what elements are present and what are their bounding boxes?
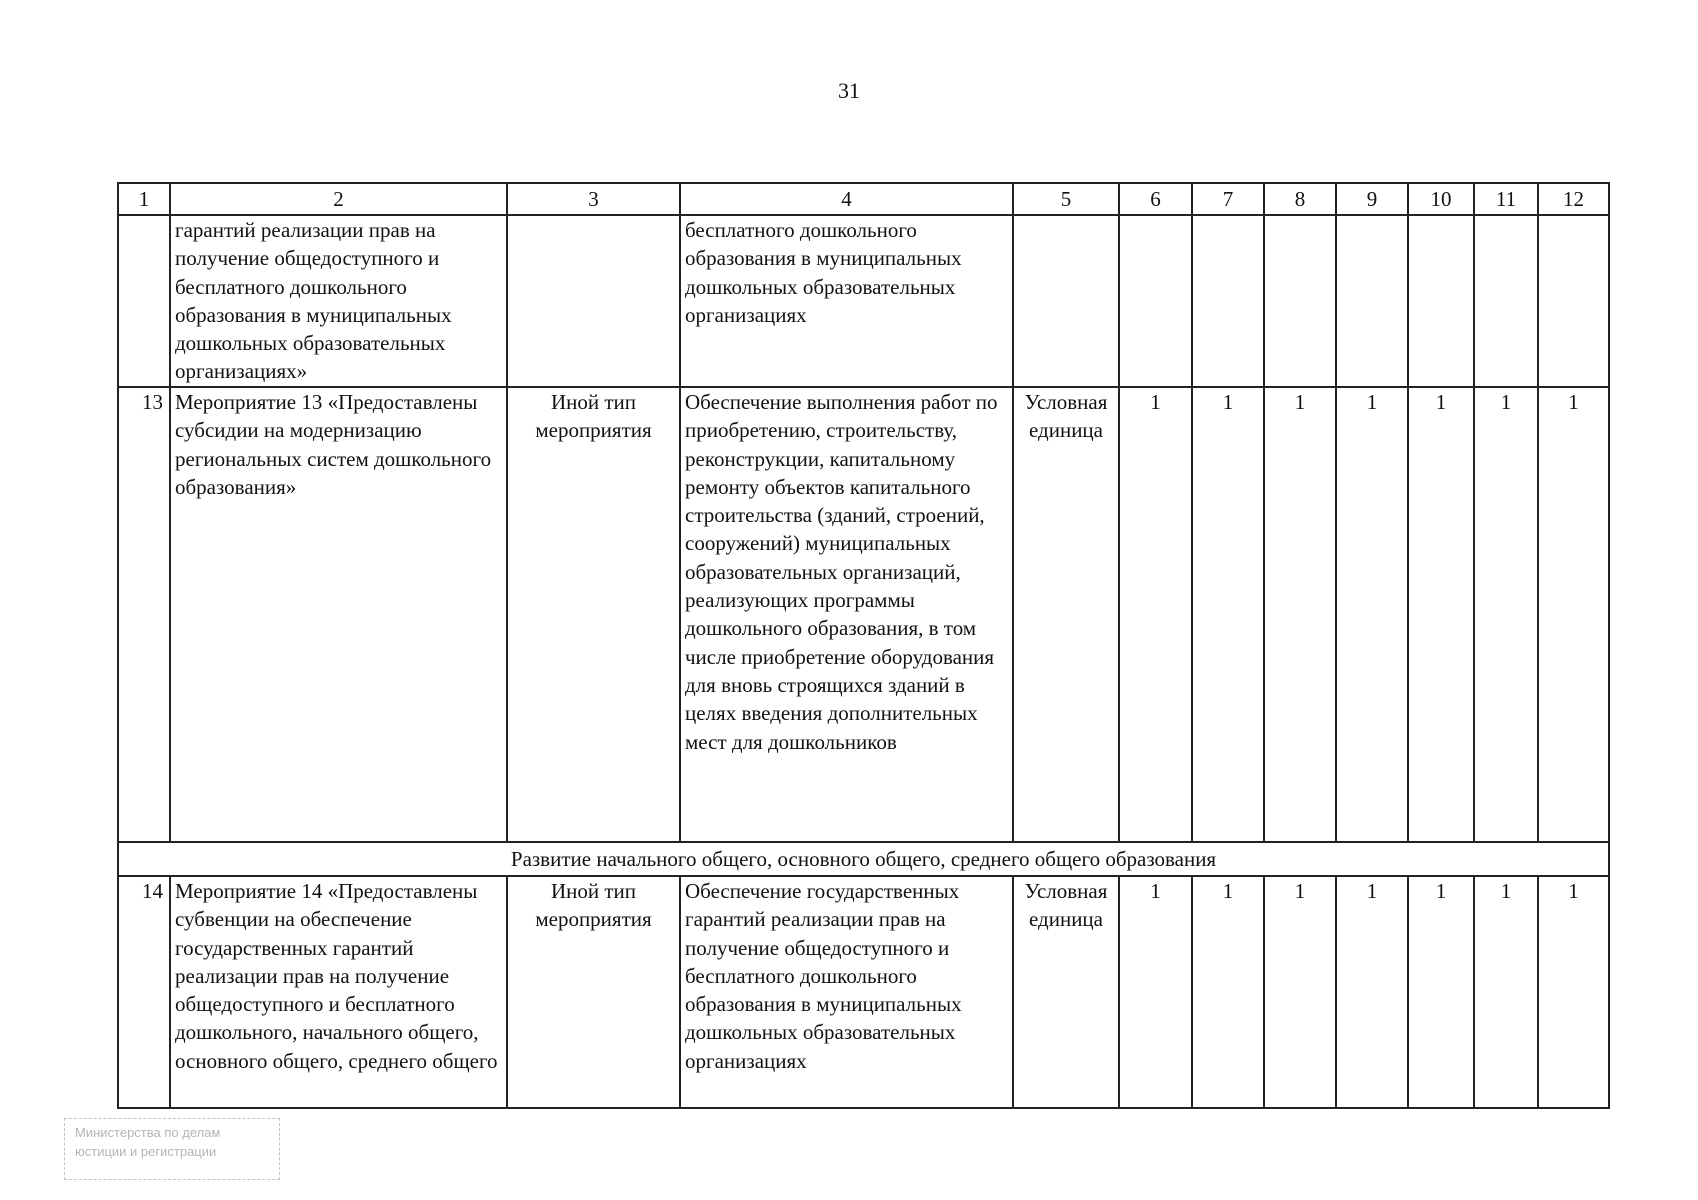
year-value <box>1408 215 1474 387</box>
year-value: 1 <box>1336 876 1408 1108</box>
table-row <box>118 215 1609 387</box>
page-number: 31 <box>838 78 860 103</box>
column-number: 7 <box>1192 183 1264 215</box>
row-number <box>118 215 170 387</box>
measure-type <box>507 215 680 387</box>
measure-description: Обеспечение государственных гарантий реализации прав на получение общедоступного и бесплатного дошкольного образования в муниципальных дошкольных образовательных организациях <box>680 876 1013 1108</box>
year-value: 1 <box>1538 876 1609 1108</box>
column-number: 11 <box>1474 183 1538 215</box>
measure-description: бесплатного дошкольного образования в муниципальных дошкольных образовательных организациях <box>680 215 1013 387</box>
year-value: 1 <box>1538 387 1609 842</box>
column-number: 12 <box>1538 183 1609 215</box>
column-number: 3 <box>507 183 680 215</box>
measure-type: Иной тип мероприятия <box>507 387 680 842</box>
year-value: 1 <box>1474 876 1538 1108</box>
year-value: 1 <box>1192 876 1264 1108</box>
stamp-line: юстиции и регистрации <box>75 1144 217 1159</box>
year-value <box>1474 215 1538 387</box>
row-number: 14 <box>118 876 170 1108</box>
column-number: 1 <box>118 183 170 215</box>
measure-name: Мероприятие 13 «Предоставлены субсидии на модернизацию региональных систем дошкольного образования» <box>170 387 507 842</box>
year-value <box>1264 215 1336 387</box>
column-number: 6 <box>1119 183 1192 215</box>
year-value <box>1538 215 1609 387</box>
stamp-line: Министерства по делам <box>75 1125 221 1140</box>
measure-unit <box>1013 215 1119 387</box>
table-row <box>118 876 1609 1108</box>
year-value: 1 <box>1408 387 1474 842</box>
table-row <box>118 387 1609 842</box>
year-value: 1 <box>1264 876 1336 1108</box>
year-value: 1 <box>1119 387 1192 842</box>
year-value: 1 <box>1119 876 1192 1108</box>
year-value <box>1119 215 1192 387</box>
measures-table <box>117 182 1610 1109</box>
year-value: 1 <box>1192 387 1264 842</box>
section-heading-row <box>118 842 1609 876</box>
column-number: 10 <box>1408 183 1474 215</box>
measure-type: Иной тип мероприятия <box>507 876 680 1108</box>
year-value <box>1192 215 1264 387</box>
column-number: 8 <box>1264 183 1336 215</box>
year-value: 1 <box>1474 387 1538 842</box>
year-value <box>1336 215 1408 387</box>
column-number: 9 <box>1336 183 1408 215</box>
column-number: 4 <box>680 183 1013 215</box>
column-number: 2 <box>170 183 507 215</box>
measure-unit: Условная единица <box>1013 387 1119 842</box>
registration-stamp <box>64 1118 280 1180</box>
section-heading: Развитие начального общего, основного общего, среднего общего образования <box>118 842 1609 876</box>
measure-name: Мероприятие 14 «Предоставлены субвенции на обеспечение государственных гарантий реализации прав на получение общедоступного и бесплатного дошкольного, начального общего, основного общего, среднего общего <box>170 876 507 1108</box>
measure-unit: Условная единица <box>1013 876 1119 1108</box>
column-number-row <box>118 183 1609 215</box>
year-value: 1 <box>1336 387 1408 842</box>
row-number: 13 <box>118 387 170 842</box>
measure-name: гарантий реализации прав на получение общедоступного и бесплатного дошкольного образования в муниципальных дошкольных образовательных организациях» <box>170 215 507 387</box>
measure-description: Обеспечение выполнения работ по приобретению, строительству, реконструкции, капитальному ремонту объектов капитального строительства (зданий, строений, сооружений) муниципальных образовательных организаций, реализующих программы дошкольного образования, в том числе приобретение оборудования для вновь строящихся зданий в целях введения дополнительных мест для дошкольников <box>680 387 1013 842</box>
column-number: 5 <box>1013 183 1119 215</box>
year-value: 1 <box>1408 876 1474 1108</box>
year-value: 1 <box>1264 387 1336 842</box>
